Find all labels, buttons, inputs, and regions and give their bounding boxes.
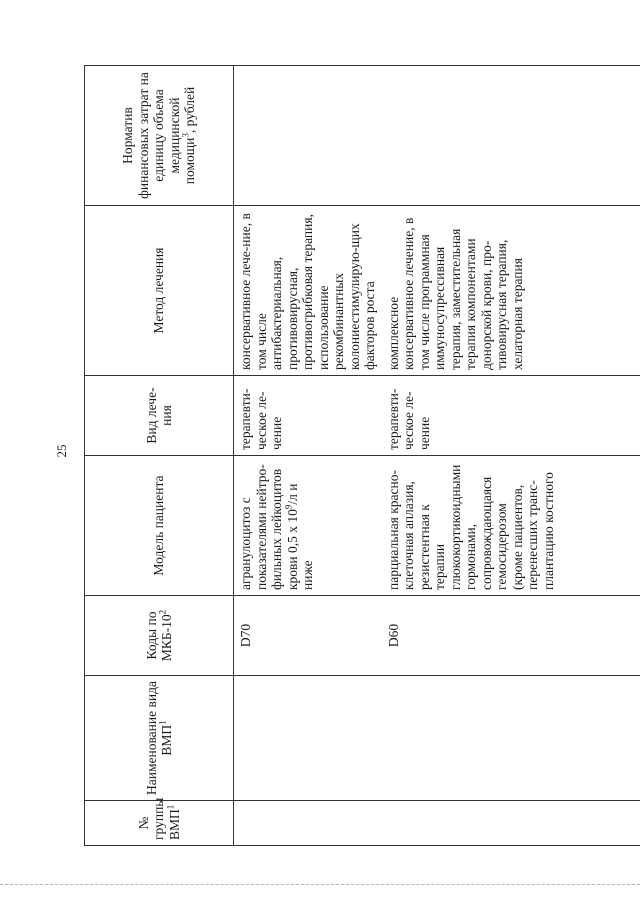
header-group: № группы ВМП$^1$ [85, 801, 234, 846]
header-codes: Коды по МКБ-$10^2$ [85, 596, 234, 676]
page-number: 25 [54, 444, 69, 458]
header-model: Модель пациента [85, 456, 234, 596]
rotated-table-container [84, 66, 640, 846]
header-norm: Норматив финансовых затрат на единицу объема медицинской помощи$^3$, рублей [85, 66, 234, 206]
header-type: Вид лече-ния [85, 376, 234, 456]
cell-group [234, 801, 382, 846]
cell-type: терапевти-ческое ле-чение [234, 376, 382, 456]
scan-edge-line [0, 884, 640, 885]
cell-method: комплексное консервативное лечение, в том числе программная иммуносупрессивная терапия, заместительная терапия компонентами донорской крови, про-тивовирусная терапия, хелаторная терапия [382, 206, 640, 376]
table-row [382, 66, 640, 846]
header-name: Наименование вида ВМП$^1$ [85, 676, 234, 801]
cell-code: D70 [234, 596, 382, 676]
header-method: Метод лечения [85, 206, 234, 376]
cell-name [234, 676, 382, 801]
cell-group [382, 801, 640, 846]
cell-type: терапевти-ческое ле-чение [382, 376, 640, 456]
cell-name [382, 676, 640, 801]
vmp-table [84, 65, 640, 846]
cell-model: парциальная красно-клеточная аплазия, резистентная к терапии глюкокортикоидными гормонами, сопровождающаяся гемосидерозом (кроме пациентов, перенесших транс-плантацию костного [382, 456, 640, 596]
cell-norm [234, 66, 382, 206]
cell-method: консервативное лече-ние, в том числе антибактериальная, противовирусная, противогрибковая терапия, использование рекомбинантных колониестимулирую-щих факторов роста [234, 206, 382, 376]
cell-model: агранулоцитоз с показателями нейтро-фильных лейкоцитов крови 0,5 х $10^9/л$ и ниже [234, 456, 382, 596]
cell-norm [382, 66, 640, 206]
cell-code: D60 [382, 596, 640, 676]
table-row [234, 66, 382, 846]
table-header-row [85, 66, 234, 846]
